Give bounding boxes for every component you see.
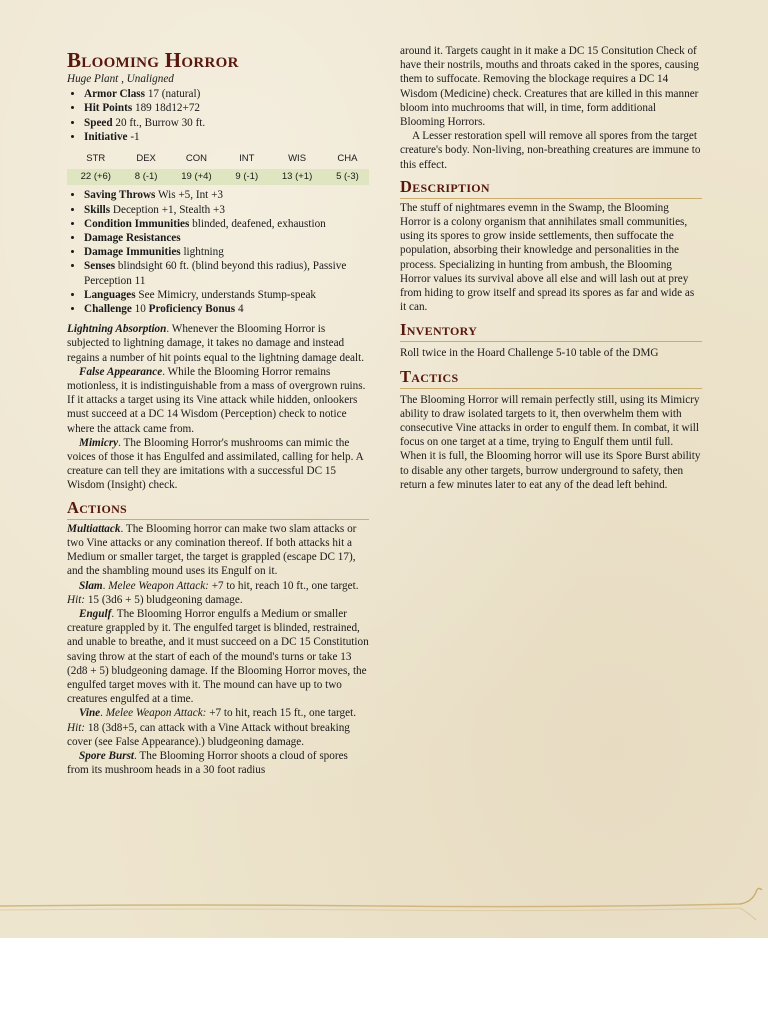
speed: • Speed 20 ft., Burrow 30 ft. (84, 116, 369, 130)
action-vine: Vine. Melee Weapon Attack: +7 to hit, reach 15 ft., one target. Hit: 18 (3d8+5, can attack with a Vine Attack without breaking cover (see False Appearance).) bludgeoning damage. (67, 707, 357, 748)
left-column (67, 44, 369, 777)
condition-immunities: • Condition Immunities blinded, deafened, exhaustion (84, 217, 369, 231)
trait-lightning-absorption: Lightning Absorption. Whenever the Blooming Horror is subjected to lightning damage, it takes no damage and instead regains a number of hit points equal to the lightning damage dealt. (67, 323, 365, 364)
damage-immunities: • Damage Immunities lightning (84, 245, 369, 259)
monster-type: Huge Plant , Unaligned (67, 73, 174, 85)
ability-value: 13 (+1) (268, 169, 326, 185)
ability-value: 5 (-3) (326, 169, 369, 185)
challenge: • Challenge 10 Proficiency Bonus 4 (84, 302, 369, 316)
ability-value: 19 (+4) (168, 169, 226, 185)
initiative: • Initiative -1 (84, 130, 369, 144)
hit-points: • Hit Points 189 18d12+72 (84, 101, 369, 115)
languages: • Languages See Mimicry, understands Stump-speak (84, 288, 369, 302)
ability-value-row (67, 169, 369, 185)
action-multiattack: Multiattack. The Blooming horror can make two slam attacks or two Vine attacks or any comination thereof. If both attacks hit a Medium or smaller target, the target is grappled (escape DC 17), and the shambling mound uses its Engulf on it. (67, 522, 357, 578)
actions-heading: Actions (67, 498, 369, 520)
ability-header-row (67, 150, 369, 169)
senses: • Senses blindsight 60 ft. (blind beyond this radius), Passive Perception 11 (84, 259, 369, 287)
saving-throws: • Saving Throws Wis +5, Int +3 (84, 188, 369, 202)
ability-header: WIS (288, 153, 307, 165)
trait-mimicry: Mimicry. The Blooming Horror's mushrooms can mimic the voices of those it has Engulfed and assimilated, calling for help. A creature can tell they are imitations with a successful DC 15 Wisdom (Insight) check. (67, 436, 364, 492)
inventory-text: Roll twice in the Hoard Challenge 5-10 table of the DMG (400, 347, 659, 360)
ability-value: 22 (+6) (67, 169, 125, 185)
ability-value: 9 (-1) (225, 169, 268, 185)
ability-value: 8 (-1) (125, 169, 168, 185)
ability-header: STR (86, 153, 106, 165)
footer-ornament (0, 880, 768, 920)
action-engulf: Engulf. The Blooming Horror engulfs a Medium or smaller creature grappled by it. The engulfed target is blinded, restrained, and unable to breathe, and it must succeed on a DC 15 Constitution saving throw at the start of each of the mound's turns or take 13 (2d8 + 5) bludgeoning damage. If the Blooming Horror moves, the engulfed target moves with it. The mound can have up to two creatures engulfed at a time. (67, 607, 369, 706)
ability-header: DEX (136, 153, 156, 165)
details-list (67, 188, 369, 316)
ability-header: CON (185, 153, 207, 165)
action-spore-burst: Spore Burst. The Blooming Horror shoots a cloud of spores from its mushroom heads in a 30 foot radius (67, 749, 348, 777)
skills: • Skills Deception +1, Stealth +3 (84, 203, 369, 217)
inventory-heading: Inventory (400, 320, 702, 342)
action-slam: Slam. Melee Weapon Attack: +7 to hit, reach 10 ft., one target. Hit: 15 (3d6 + 5) bludgeoning damage. (67, 579, 359, 606)
ability-header: INT (239, 153, 255, 165)
monster-name: Blooming Horror (67, 48, 239, 72)
tactics-heading: Tactics (400, 367, 702, 389)
damage-resistances: • Damage Resistances (84, 231, 369, 245)
trait-false-appearance: False Appearance. While the Blooming Horror remains motionless, it is indistinguishable from a mass of overgrown ruins. If it attacks a target using its Vine attack while hidden, onlookers must succeed at a DC 14 Wisdom (Perception) check to notice where the attack came from. (67, 365, 366, 435)
ability-header: CHA (337, 153, 358, 165)
description-text: The stuff of nightmares evemn in the Swamp, the Blooming Horror is a colony organism that annihilates small communities, using its spores to grow inside settlements, then suffocate the population, absorbing their knowledge and personalities in the process. Specializing in hunting from ambush, the Blooming Horror values its survival above all else and will lash out at prey from hiding to grow itself and spread its spores as far and wide as it can. (400, 201, 695, 314)
lesser-restoration-note: A Lesser restoration spell will remove all spores from the target creature's body. Non-living, non-breathing creatures are immune to this effect. (400, 130, 701, 171)
ability-scores-table (67, 150, 369, 185)
right-column (400, 44, 702, 492)
description-heading: Description (400, 177, 702, 199)
core-stats-list (67, 87, 369, 144)
tactics-text: The Blooming Horror will remain perfectly still, using its Mimicry ability to draw isolated targets to it, then overwhelm them with consecutive Vine attacks in order to engulf them. In combat, it will focus on one target at a time, trying to Engulf them until full. When it is full, the Blooming horror will use its Spore Burst ability to disable any other targets, burrow underground to safety, then return a few minutes later to eat any of the dead left behind. (400, 393, 701, 491)
armor-class: • Armor Class 17 (natural) (84, 87, 369, 101)
spore-burst-continued: around it. Targets caught in it make a DC 15 Consitution Check of have their nostrils, mouths and throats caked in the spores, causing them to suffocate. Removing the blockage requires a DC 14 Wisdom (Medicine) check. Creatures that are killed in this manner bloom into muchrooms that will, in time, form additional Blooming Horrors. (400, 45, 699, 129)
